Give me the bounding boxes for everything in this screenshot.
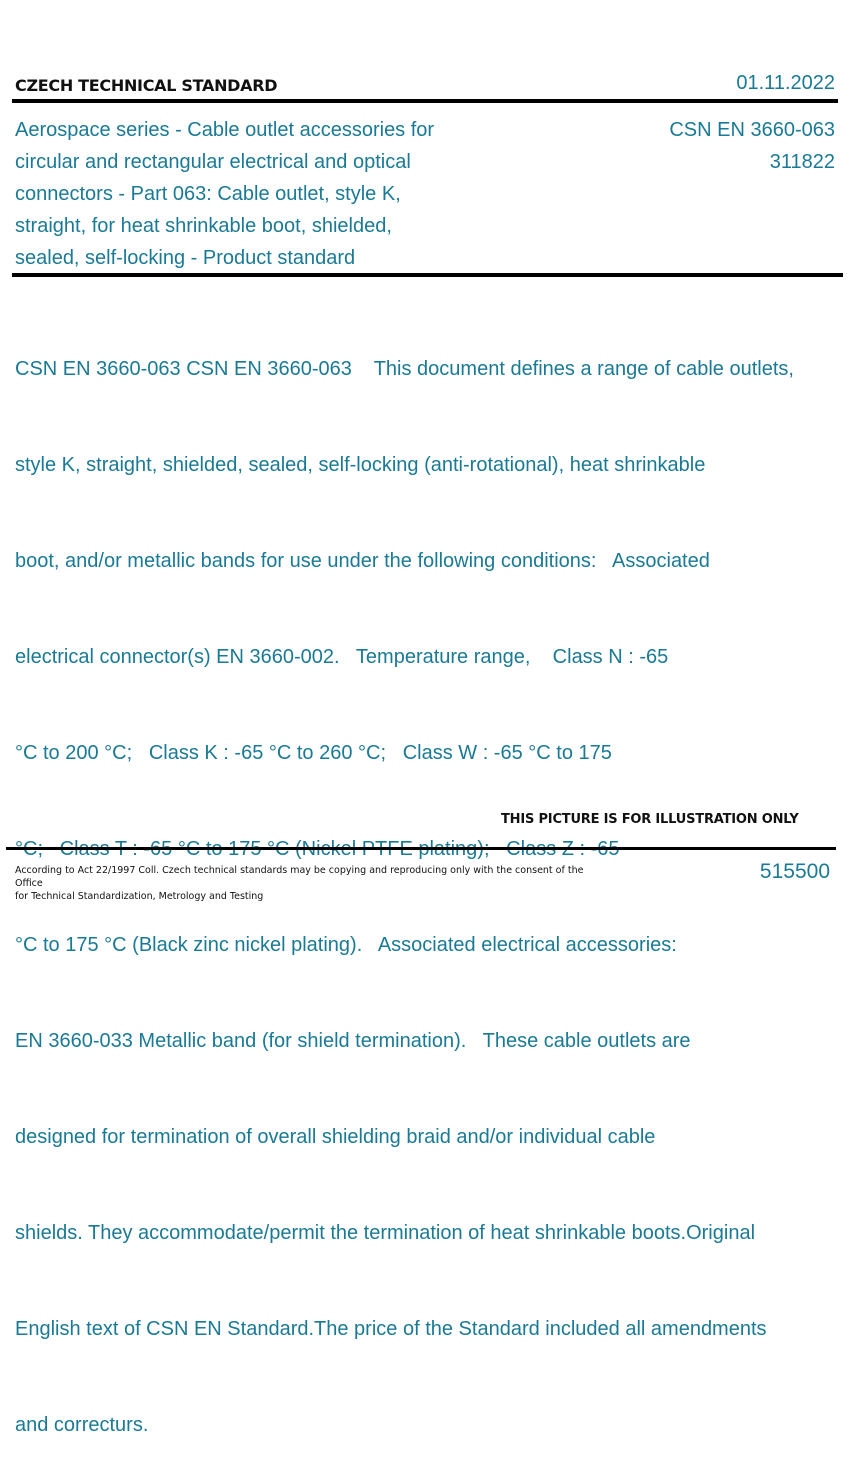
footer-divider [6, 847, 836, 850]
title-line: circular and rectangular electrical and optical [15, 151, 411, 173]
description-line: shields. They accommodate/permit the termination of heat shrinkable boots.Original [15, 1222, 756, 1244]
description-line: designed for termination of overall shielding braid and/or individual cable [15, 1126, 656, 1148]
title-line: Aerospace series - Cable outlet accessories for [15, 119, 435, 141]
illustration-disclaimer: THIS PICTURE IS FOR ILLUSTRATION ONLY [501, 812, 799, 827]
description-line: electrical connector(s) EN 3660-002. Temperature range, Class N : -65 [15, 646, 669, 668]
description-line: °C to 175 °C (Black zinc nickel plating). Associated electrical accessories: [15, 934, 677, 956]
standard-number: CSN EN 3660-063 [669, 119, 835, 141]
description-line: EN 3660-033 Metallic band (for shield termination). These cable outlets are [15, 1030, 691, 1052]
catalog-number: 515500 [759, 860, 830, 883]
description-line: style K, straight, shielded, sealed, self-locking (anti-rotational), heat shrinkable [15, 454, 706, 476]
title-line: connectors - Part 063: Cable outlet, style K, [15, 183, 401, 205]
title-line: straight, for heat shrinkable boot, shielded, [15, 215, 392, 237]
legal-notice-line: for Technical Standardization, Metrology and Testing [15, 891, 264, 902]
legal-notice-line: According to Act 22/1997 Coll. Czech technical standards may be copying and reproducing only with the consent of the Office [15, 865, 584, 889]
legal-notice [15, 864, 585, 903]
standard-codes [669, 114, 835, 178]
description-line: °C to 200 °C; Class K : -65 °C to 260 °C; Class W : -65 °C to 175 [15, 742, 612, 764]
description-line: CSN EN 3660-063 CSN EN 3660-063 This document defines a range of cable outlets, [15, 358, 794, 380]
description-line: English text of CSN EN Standard.The price of the Standard included all amendments [15, 1318, 767, 1340]
title-line: sealed, self-locking - Product standard [15, 247, 356, 269]
header-divider [12, 99, 838, 103]
title-divider [12, 273, 843, 277]
standard-title [15, 114, 485, 274]
document-category-label: CZECH TECHNICAL STANDARD [15, 76, 278, 95]
description-line: and correcturs. [15, 1414, 149, 1436]
publication-date: 01.11.2022 [736, 72, 835, 94]
classification-code: 311822 [769, 151, 835, 173]
description-line: boot, and/or metallic bands for use under the following conditions: Associated [15, 550, 710, 572]
